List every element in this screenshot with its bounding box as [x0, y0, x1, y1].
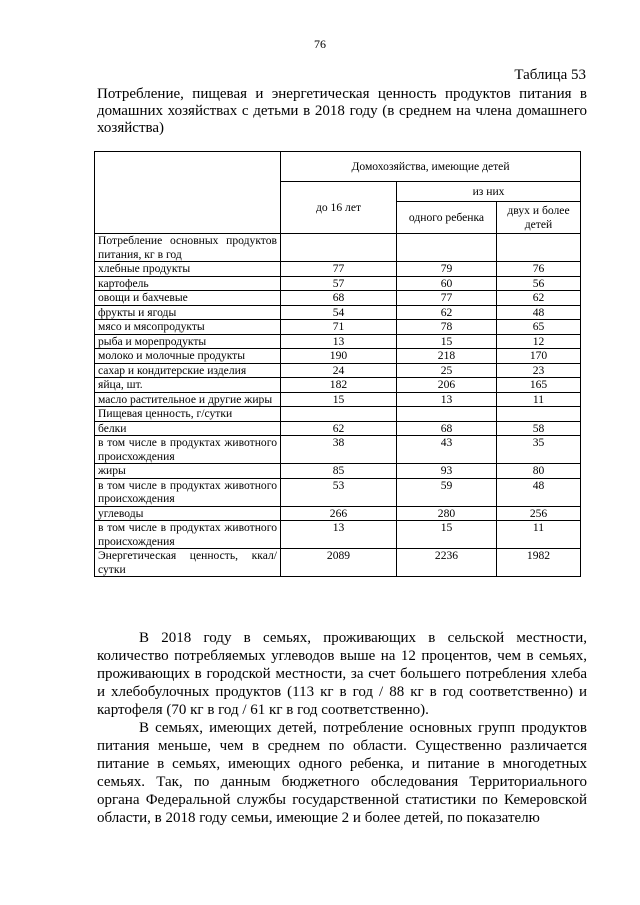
value-one-child: 93: [397, 464, 497, 479]
value-under-16: 24: [281, 363, 397, 378]
row-label: картофель: [95, 276, 281, 291]
value-two-plus: 170: [497, 349, 581, 364]
table-row: [95, 262, 581, 277]
value-under-16: 15: [281, 392, 397, 407]
header-of-them: из них: [397, 182, 581, 202]
row-label: Потребление основных продуктов питания, кг в год: [95, 234, 281, 262]
table-row: [95, 349, 581, 364]
table-row: [95, 478, 581, 506]
value-two-plus: 65: [497, 320, 581, 335]
row-label: хлебные продукты: [95, 262, 281, 277]
value-one-child: 13: [397, 392, 497, 407]
value-under-16: 62: [281, 421, 397, 436]
value-two-plus: 35: [497, 436, 581, 464]
value-two-plus: 11: [497, 392, 581, 407]
value-two-plus: 1982: [497, 549, 581, 577]
row-label: масло растительное и другие жиры: [95, 392, 281, 407]
row-label: молоко и молочные продукты: [95, 349, 281, 364]
table-row: [95, 549, 581, 577]
value-two-plus: [497, 234, 581, 262]
table-row: [95, 436, 581, 464]
value-two-plus: 62: [497, 291, 581, 306]
value-one-child: 79: [397, 262, 497, 277]
value-under-16: 190: [281, 349, 397, 364]
value-under-16: 85: [281, 464, 397, 479]
paragraph: В 2018 году в семьях, проживающих в сельской местности, количество потребляемых углеводов выше на 12 процентов, чем в семьях, проживающих в городской местности, за счет большего потребления хлеба и хлебобулочных продуктов (113 кг в год / 88 кг в год соответственно) и картофеля (70 кг в год / 61 кг в год соответственно).: [97, 630, 587, 718]
value-two-plus: 256: [497, 506, 581, 521]
value-two-plus: 48: [497, 305, 581, 320]
value-under-16: 68: [281, 291, 397, 306]
value-two-plus: 76: [497, 262, 581, 277]
value-one-child: 68: [397, 421, 497, 436]
value-under-16: 266: [281, 506, 397, 521]
value-under-16: 77: [281, 262, 397, 277]
header-one-child: одного ребенка: [397, 202, 497, 234]
page-number: 76: [314, 37, 326, 51]
value-two-plus: 58: [497, 421, 581, 436]
value-one-child: 218: [397, 349, 497, 364]
value-one-child: 2236: [397, 549, 497, 577]
table-row: [95, 506, 581, 521]
header-under-16: до 16 лет: [281, 182, 397, 234]
table-title: Потребление, пищевая и энергетическая ценность продуктов питания в домашних хозяйствах с детьми в 2018 году (в среднем на члена домашнего хозяйства): [97, 86, 587, 136]
value-under-16: 2089: [281, 549, 397, 577]
value-two-plus: 11: [497, 521, 581, 549]
value-one-child: 59: [397, 478, 497, 506]
table-row: [95, 363, 581, 378]
header-households-with-children: Домохозяйства, имеющие детей: [281, 152, 581, 182]
value-two-plus: 48: [497, 478, 581, 506]
row-label: в том числе в продуктах животного происхождения: [95, 521, 281, 549]
value-one-child: 60: [397, 276, 497, 291]
table-row: [95, 421, 581, 436]
header-two-plus-children: двух и более детей: [497, 202, 581, 234]
row-label: жиры: [95, 464, 281, 479]
row-label: овощи и бахчевые: [95, 291, 281, 306]
row-label: углеводы: [95, 506, 281, 521]
row-label: яйца, шт.: [95, 378, 281, 393]
table-row: [95, 334, 581, 349]
value-under-16: 38: [281, 436, 397, 464]
value-one-child: [397, 407, 497, 422]
value-two-plus: 56: [497, 276, 581, 291]
value-two-plus: 23: [497, 363, 581, 378]
value-two-plus: 165: [497, 378, 581, 393]
table-row: [95, 378, 581, 393]
table-row: [95, 320, 581, 335]
value-one-child: 280: [397, 506, 497, 521]
row-label: фрукты и ягоды: [95, 305, 281, 320]
value-one-child: 77: [397, 291, 497, 306]
body-text: [97, 629, 587, 827]
row-label: в том числе в продуктах животного происхождения: [95, 436, 281, 464]
table-corner-cell: [95, 152, 281, 234]
table-row: [95, 276, 581, 291]
value-one-child: [397, 234, 497, 262]
value-under-16: [281, 407, 397, 422]
consumption-table: [94, 151, 581, 577]
value-under-16: 53: [281, 478, 397, 506]
paragraph: В семьях, имеющих детей, потребление основных групп продуктов питания меньше, чем в среднем по области. Существенно различается питание в семьях, имеющих одного ребенка, и питание в многодетных семьях. Так, по данным бюджетного обследования Территориального органа Федеральной службы государственной статистики по Кемеровской области, в 2018 году семьи, имеющие 2 и более детей, по показателю: [97, 720, 587, 826]
value-two-plus: [497, 407, 581, 422]
value-one-child: 62: [397, 305, 497, 320]
table-label: Таблица 53: [514, 67, 586, 83]
value-two-plus: 12: [497, 334, 581, 349]
table-row: [95, 305, 581, 320]
table-row: [95, 291, 581, 306]
table-row: [95, 392, 581, 407]
row-label: сахар и кондитерские изделия: [95, 363, 281, 378]
value-under-16: 182: [281, 378, 397, 393]
table-row: [95, 464, 581, 479]
value-under-16: 57: [281, 276, 397, 291]
value-one-child: 43: [397, 436, 497, 464]
value-one-child: 206: [397, 378, 497, 393]
row-label: мясо и мясопродукты: [95, 320, 281, 335]
value-one-child: 78: [397, 320, 497, 335]
value-under-16: [281, 234, 397, 262]
value-under-16: 13: [281, 521, 397, 549]
table-body: [95, 234, 581, 577]
value-one-child: 15: [397, 521, 497, 549]
value-under-16: 54: [281, 305, 397, 320]
row-label: белки: [95, 421, 281, 436]
row-label: Энергетическая ценность, ккал/ сутки: [95, 549, 281, 577]
value-under-16: 71: [281, 320, 397, 335]
value-one-child: 25: [397, 363, 497, 378]
table-row: [95, 407, 581, 422]
value-two-plus: 80: [497, 464, 581, 479]
value-under-16: 13: [281, 334, 397, 349]
value-one-child: 15: [397, 334, 497, 349]
row-label: Пищевая ценность, г/сутки: [95, 407, 281, 422]
row-label: рыба и морепродукты: [95, 334, 281, 349]
row-label: в том числе в продуктах животного происхождения: [95, 478, 281, 506]
table-row: [95, 234, 581, 262]
table-row: [95, 521, 581, 549]
